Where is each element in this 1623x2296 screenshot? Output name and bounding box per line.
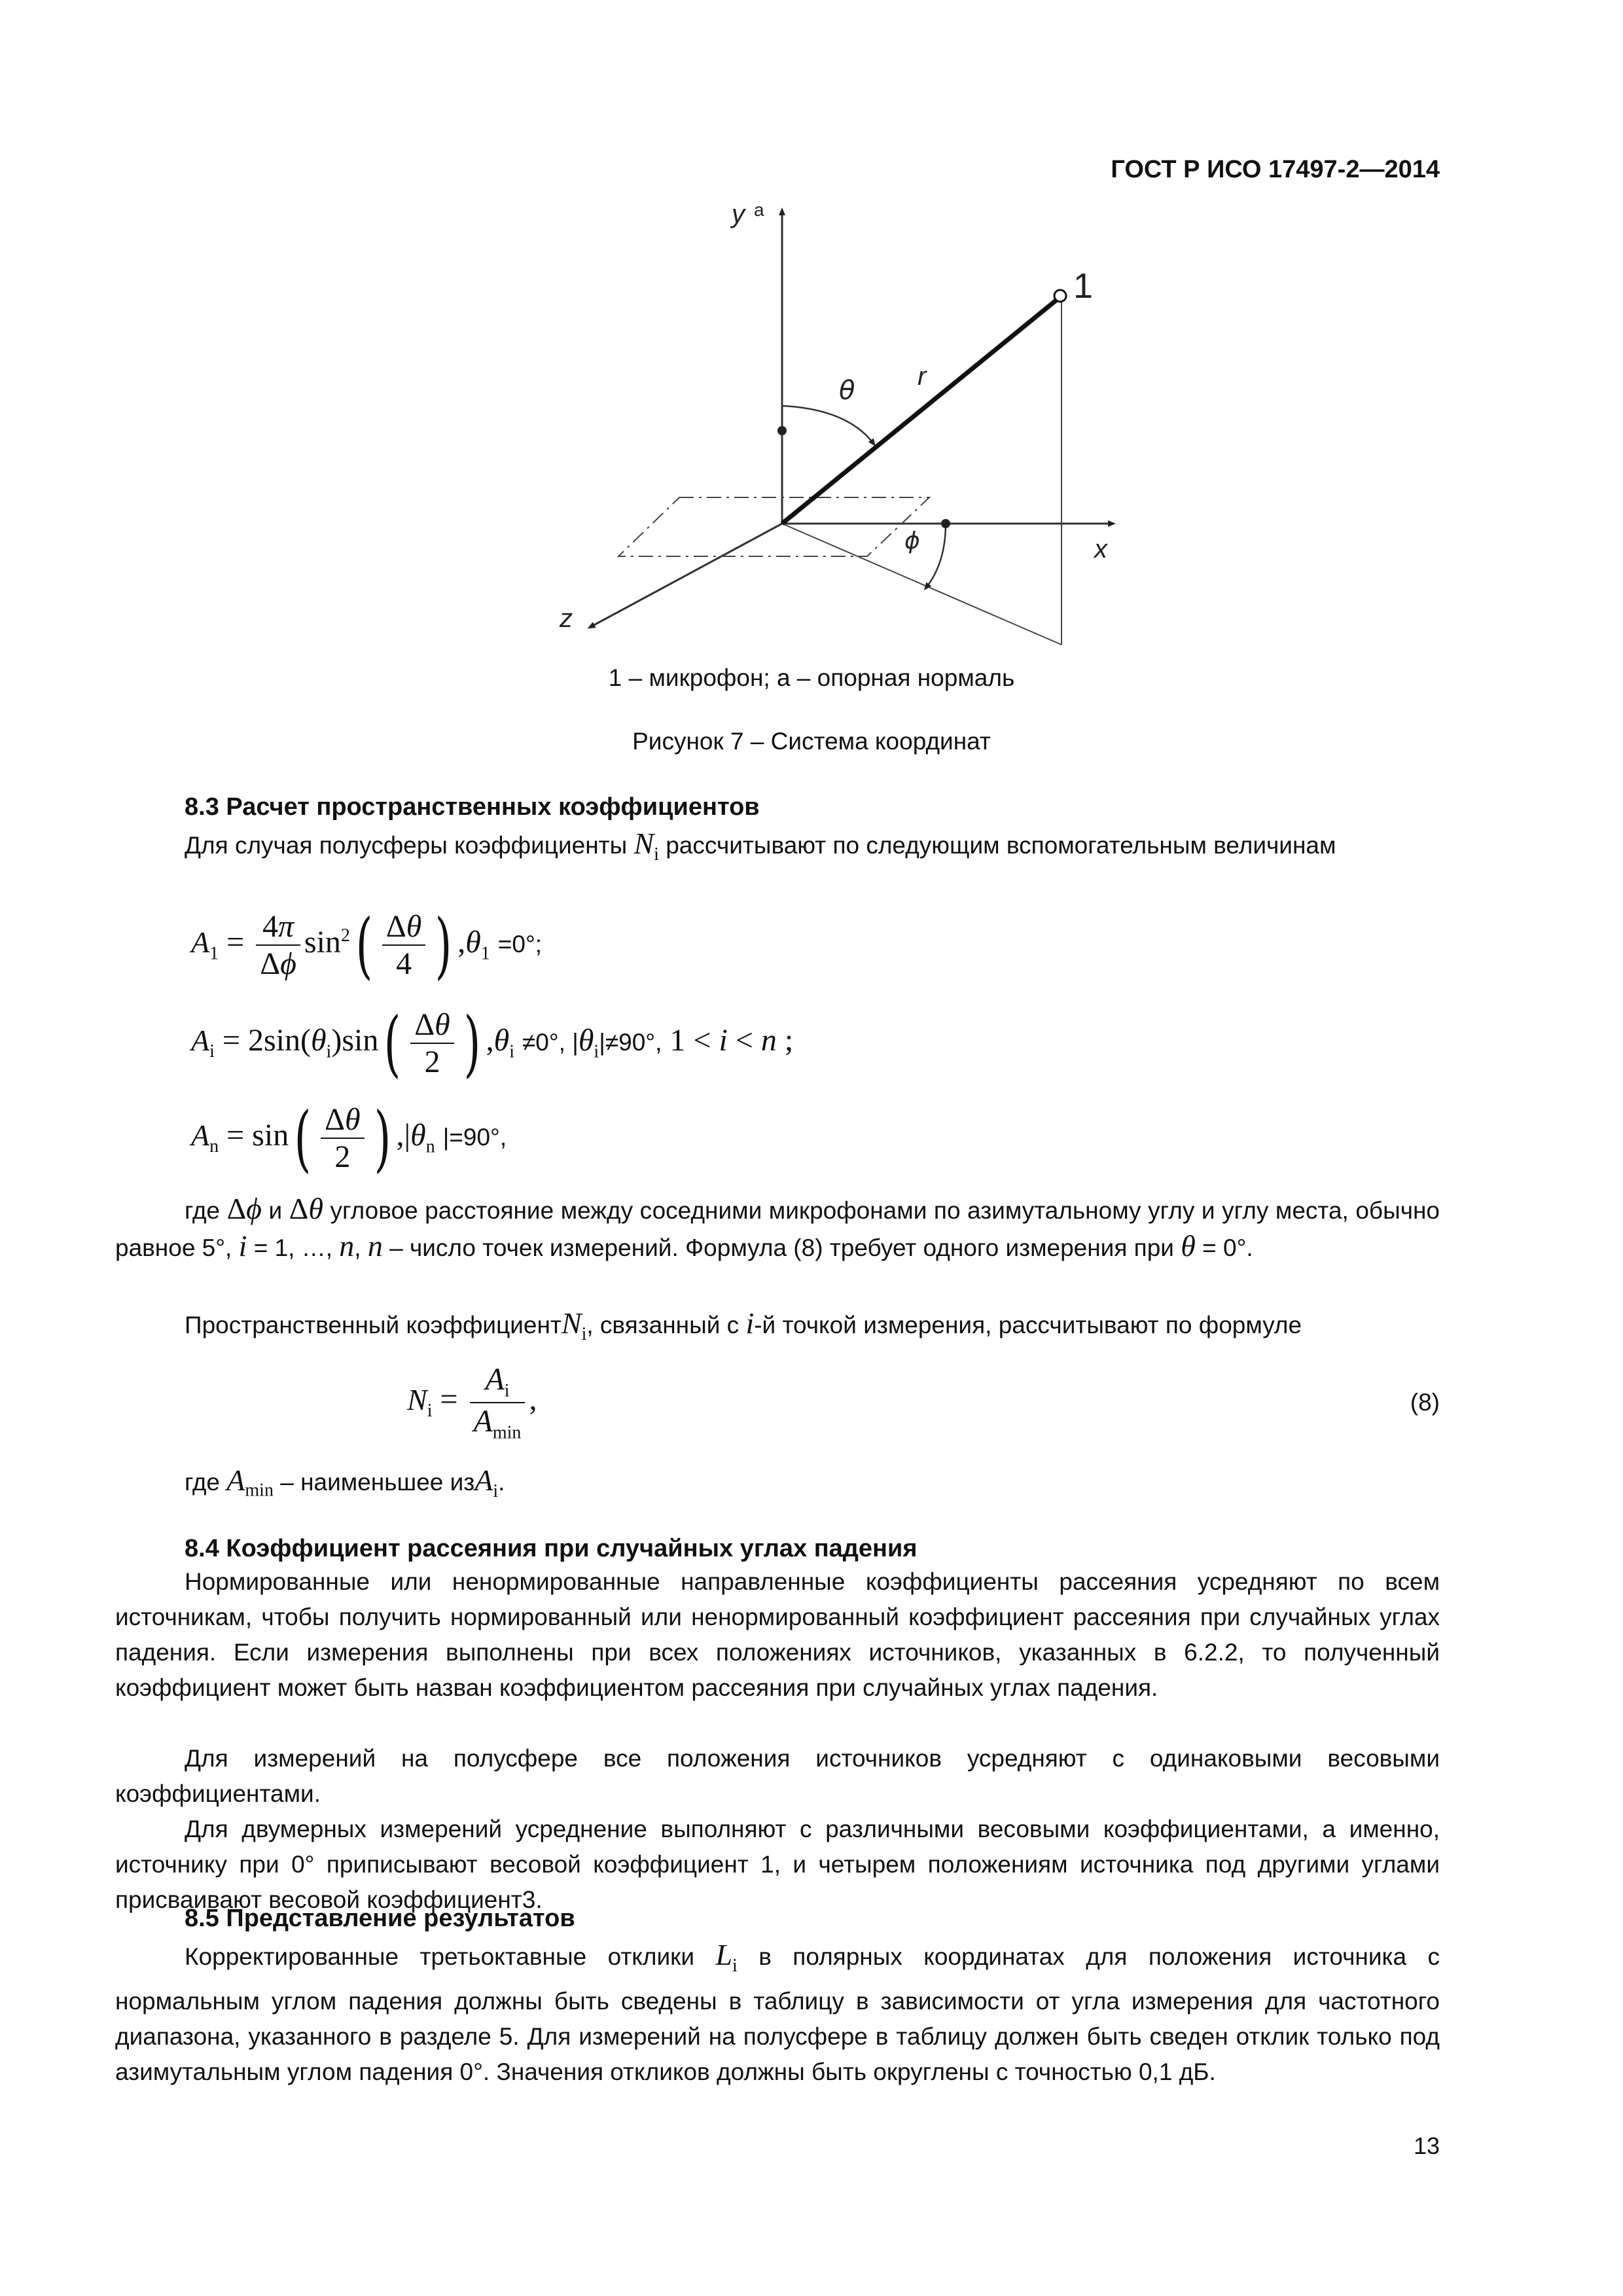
section-8-3-heading: 8.3 Расчет пространственных коэффициентов	[185, 793, 760, 821]
section-8-4-paragraph-3: Для двумерных измерений усреднение выполняют с различными весовыми коэффициентами, а именно, источнику при 0° приписывают весовой коэффициент 1, и четырем положениям источника под другими углами присваивают весовой коэффициент3.	[115, 1816, 1440, 1913]
section-8-5-heading: 8.5 Представление результатов	[185, 1905, 575, 1932]
z-axis	[590, 524, 782, 627]
section-8-4-paragraph-2: Для измерений на полусфере все положения источников усредняют с одинаковыми весовыми коэффициентами.	[115, 1745, 1440, 1807]
spatial-coefficient-text: Пространственный коэффициентN$_i$, связанный с i-й точкой измерения, рассчитывают по формуле	[185, 1306, 1302, 1345]
amin-explanation: где $A_{min}$ – наименьшее изA$_i$.	[185, 1463, 505, 1502]
formula-explanation: где Δϕ и Δθ угловое расстояние между соседними микрофонами по азимутальному углу и углу места, обычно равное 5°, i = 1, …, n, n – число точек измерений. Формула (8) требует одного измерения при θ = 0°.	[115, 1192, 1440, 1263]
figure-caption: Рисунок 7 – Система координат	[632, 728, 991, 755]
y-label: y	[732, 200, 745, 228]
page-number: 13	[1413, 2132, 1440, 2159]
phi-arc	[926, 524, 946, 588]
section-8-4-heading: 8.4 Коэффициент рассеяния при случайных углах падения	[185, 1535, 918, 1562]
microphone-point	[1054, 290, 1066, 302]
section-8-5-paragraph: Корректированные третьоктавные отклики $L_i$ в полярных координатах для положения источника с нормальным углом падения должны быть сведены в таблицу в зависимости от угла измерения для частотного диапазона, указанного в разделе 5. Для измерений на полусфере в таблицу должен быть сведен отклик только под азимутальным углом падения 0°. Значения откликов должны быть округлены с точностью 0,1 дБ.	[115, 1938, 1440, 2086]
section-8-4-paragraph-1: Нормированные или ненормированные направленные коэффициенты рассеяния усредняют по всем источникам, чтобы получить нормированный или ненормированный коэффициент рассеяния при случайных углах падения. Если измерения выполнены при всех положениях источников, указанных в 6.2.2, то полученный коэффициент может быть назван коэффициентом рассеяния при случайных углах падения.	[115, 1568, 1440, 1701]
formula-an: $A_n = \sin$( $\frac{\Delta\theta}{2}$ ) $,|\theta_n$ |=90°,	[191, 1096, 507, 1180]
r-label: r	[918, 362, 927, 391]
ground-projection	[782, 524, 1061, 645]
z-label: z	[560, 604, 573, 633]
formula-ai: $A_i = 2\sin(\theta_i)\sin$( $\frac{\Delta\theta}{2}$ ) $,\theta_i \ne 0^\circ$, $|\theta_i|\ne 90^\circ$, 1 < i < n ;	[191, 1001, 794, 1085]
theta-arc	[782, 406, 874, 444]
reference-plane	[618, 497, 929, 556]
phi-label: ϕ	[904, 528, 920, 554]
theta-label: θ	[839, 376, 855, 406]
formula-ni: $N_i$ = $\frac{A_i}{A_{min}}$ ,	[407, 1362, 537, 1443]
document-header: ГОСТ Р ИСО 17497-2—2014	[1111, 156, 1440, 183]
theta-arc-start-dot	[777, 426, 787, 435]
point-label: 1	[1073, 266, 1094, 306]
a-label: a	[754, 200, 764, 220]
section-8-3-intro: Для случая полусферы коэффициенты $N_i$ рассчитывают по следующим вспомогательным величинам	[185, 827, 1336, 865]
formula-a1: $A_1$ = $\frac{4\pi}{\Delta\phi}$ $\sin^2$( $\frac{\Delta\theta}{4}$ ) $,\theta_1 =0^\circ$;	[191, 903, 543, 987]
coordinate-system-figure	[0, 0, 1623, 655]
equation-number: (8)	[1410, 1389, 1440, 1416]
x-label: x	[1094, 535, 1107, 564]
phi-arc-start-dot	[941, 519, 950, 528]
figure-legend: 1 – микрофон; а – опорная нормаль	[608, 664, 1015, 691]
